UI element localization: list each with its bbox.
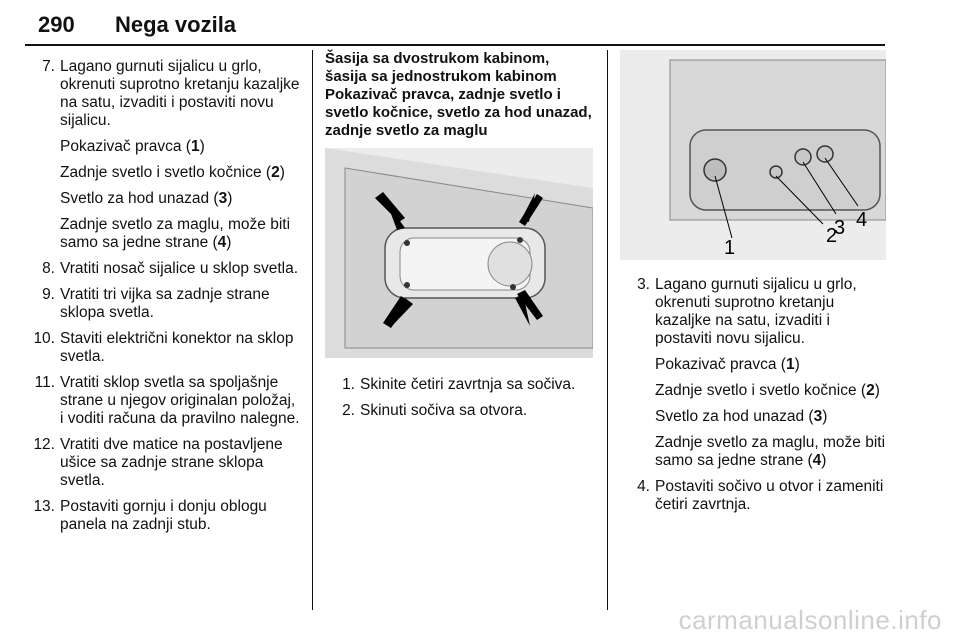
left-step-5 (25, 436, 300, 490)
step-number: 9. (42, 286, 55, 303)
step-paragraph: Vratiti tri vijka sa zadnje strane sklopa svetla. (60, 286, 270, 321)
middle-step-0 (325, 376, 595, 394)
step-paragraph: Vratiti sklop svetla sa spoljašnje strane u njegov originalan položaj, i voditi računa da pravilno nalegne. (60, 374, 300, 427)
step-number: 11. (34, 374, 55, 391)
step-paragraph: Skinuti sočiva sa otvora. (360, 402, 528, 419)
step-number: 10. (33, 330, 55, 347)
step-paragraph: Staviti električni konektor na sklop svetla. (60, 330, 294, 365)
step-number: 7. (42, 58, 55, 75)
step-number: 4. (637, 478, 650, 495)
step-paragraph: Zadnje svetlo za maglu, može biti samo sa jedne strane (4) (655, 434, 886, 469)
page-number: 290 (38, 12, 75, 37)
step-paragraph: Svetlo za hod unazad (3) (655, 408, 828, 425)
watermark: carmanualsonline.info (678, 605, 942, 635)
step-paragraph: Pokazivač pravca (1) (60, 138, 205, 155)
step-paragraph: Postaviti sočivo u otvor i zameniti četiri zavrtnja. (655, 478, 884, 513)
step-paragraph: Zadnje svetlo i svetlo kočnice (2) (655, 382, 880, 399)
left-step-list (25, 58, 300, 534)
middle-column (325, 50, 595, 426)
section-heading-2: Pokazivač pravca, zadnje svetlo i svetlo kočnice, svetlo za hod unazad, zadnje svetlo za maglu (325, 86, 592, 139)
step-paragraph: Lagano gurnuti sijalicu u grlo, okrenuti suprotno kretanju kazaljke na satu, izvaditi i postaviti novu sijalicu. (60, 58, 300, 129)
step-paragraph: Zadnje svetlo i svetlo kočnice (2) (60, 164, 285, 181)
column-divider-1 (312, 50, 313, 610)
right-column (620, 50, 888, 520)
column-divider-2 (607, 50, 608, 610)
step-number: 3. (637, 276, 650, 293)
left-step-0 (25, 58, 300, 252)
right-step-0 (620, 276, 888, 470)
page-title: Nega vozila (115, 12, 237, 37)
figure-label-2: 2 (826, 225, 838, 247)
left-step-1 (25, 260, 300, 278)
step-paragraph: Svetlo za hod unazad (3) (60, 190, 233, 207)
step-number: 2. (342, 402, 355, 419)
step-paragraph: Postaviti gornju i donju oblogu panela na zadnji stub. (60, 498, 267, 533)
left-step-3 (25, 330, 300, 366)
page-header (25, 6, 885, 46)
middle-step-list (325, 376, 595, 420)
figure-label-3: 3 (834, 217, 846, 239)
step-paragraph: Zadnje svetlo za maglu, može biti samo sa jedne strane (4) (60, 216, 291, 251)
right-step-list (620, 276, 888, 514)
step-number: 13. (33, 498, 55, 515)
middle-step-1 (325, 402, 595, 420)
step-paragraph: Lagano gurnuti sijalicu u grlo, okrenuti suprotno kretanju kazaljke na satu, izvaditi i postaviti novu sijalicu. (655, 276, 857, 347)
left-step-6 (25, 498, 300, 534)
step-paragraph: Vratiti dve matice na postavljene ušice sa zadnje strane sklopa svetla. (60, 436, 283, 489)
left-column (25, 50, 300, 540)
section-heading-1: Šasija sa dvostrukom kabinom, šasija sa jednostrukom kabinom (325, 50, 557, 85)
left-step-4 (25, 374, 300, 428)
step-paragraph: Pokazivač pravca (1) (655, 356, 800, 373)
step-number: 1. (342, 376, 355, 393)
bulb-holder-figure (620, 50, 886, 260)
right-step-1 (620, 478, 888, 514)
step-number: 12. (33, 436, 55, 453)
figure-label-4: 4 (856, 209, 868, 231)
step-paragraph: Skinite četiri zavrtnja sa sočiva. (360, 376, 576, 393)
lens-screws-figure (325, 148, 593, 358)
step-paragraph: Vratiti nosač sijalice u sklop svetla. (60, 260, 299, 277)
step-number: 8. (42, 260, 55, 277)
figure-label-1: 1 (724, 237, 736, 259)
left-step-2 (25, 286, 300, 322)
header-rule (25, 44, 885, 46)
